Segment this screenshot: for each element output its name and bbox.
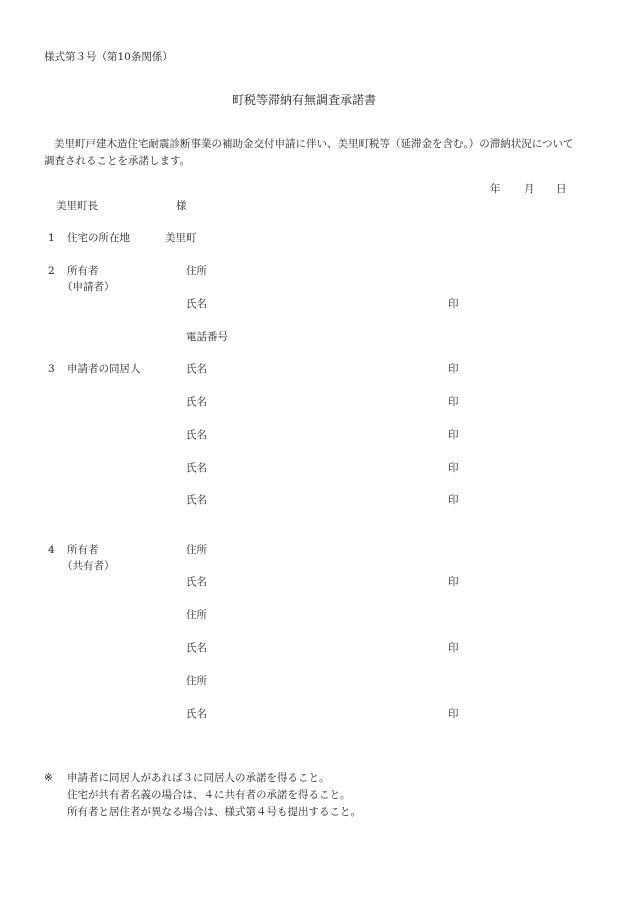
co-owner-address-label: 住所	[186, 544, 207, 556]
co-owner-name-label: 氏名	[186, 642, 207, 654]
cohabitant-name-label: 氏名	[186, 494, 207, 506]
section4-number: 4	[48, 544, 55, 556]
note-line: 所有者と居住者が異なる場合は、様式第４号も提出すること。	[67, 806, 361, 818]
property-location-value: 美里町	[165, 232, 197, 244]
date-day-label: 日	[556, 183, 567, 195]
cohabitant-name-label: 氏名	[186, 462, 207, 474]
section4-sublabel: （共有者）	[62, 560, 115, 572]
co-owner-name-label: 氏名	[186, 708, 207, 720]
note-mark: ※	[44, 772, 53, 784]
date-year-label: 年	[490, 183, 501, 195]
section1-label: 住宅の所在地	[67, 232, 130, 244]
cohabitant-seal-mark: 印	[448, 429, 459, 441]
cohabitant-name-label: 氏名	[186, 363, 207, 375]
section2-sublabel: （申請者）	[62, 281, 115, 293]
cohabitant-name-label: 氏名	[186, 429, 207, 441]
cohabitant-seal-mark: 印	[448, 363, 459, 375]
owner-seal-mark: 印	[448, 298, 459, 310]
section1-number: 1	[48, 232, 55, 244]
cohabitant-seal-mark: 印	[448, 462, 459, 474]
section4-label: 所有者	[67, 544, 99, 556]
form-number: 様式第３号（第10条関係）	[44, 51, 173, 63]
note-line: 申請者に同居人があれば３に同居人の承諾を得ること。	[67, 772, 330, 784]
section2-number: 2	[48, 265, 55, 277]
owner-address-label: 住所	[186, 265, 207, 277]
co-owner-address-label: 住所	[186, 609, 207, 621]
co-owner-seal-mark: 印	[448, 576, 459, 588]
co-owner-name-label: 氏名	[186, 576, 207, 588]
cohabitant-seal-mark: 印	[448, 396, 459, 408]
co-owner-address-label: 住所	[186, 675, 207, 687]
section2-label: 所有者	[67, 265, 99, 277]
addressee-name: 美里町長	[56, 200, 98, 212]
section3-label: 申請者の同居人	[67, 363, 141, 375]
document-title: 町税等滞納有無調査承諾書	[232, 93, 377, 107]
cohabitant-name-label: 氏名	[186, 396, 207, 408]
cohabitant-seal-mark: 印	[448, 494, 459, 506]
co-owner-seal-mark: 印	[448, 708, 459, 720]
addressee-honorific: 様	[176, 200, 187, 212]
section3-number: 3	[48, 363, 55, 375]
owner-phone-label: 電話番号	[186, 331, 228, 343]
note-line: 住宅が共有者名義の場合は、４に共有者の承諾を得ること。	[67, 789, 351, 801]
date-month-label: 月	[524, 183, 535, 195]
owner-name-label: 氏名	[186, 298, 207, 310]
co-owner-seal-mark: 印	[448, 642, 459, 654]
consent-statement: 美里町戸建木造住宅耐震診断事業の補助金交付申請に伴い、美里町税等（延滞金を含む。）の滞納状況について調査されることを承諾します。	[44, 138, 574, 167]
